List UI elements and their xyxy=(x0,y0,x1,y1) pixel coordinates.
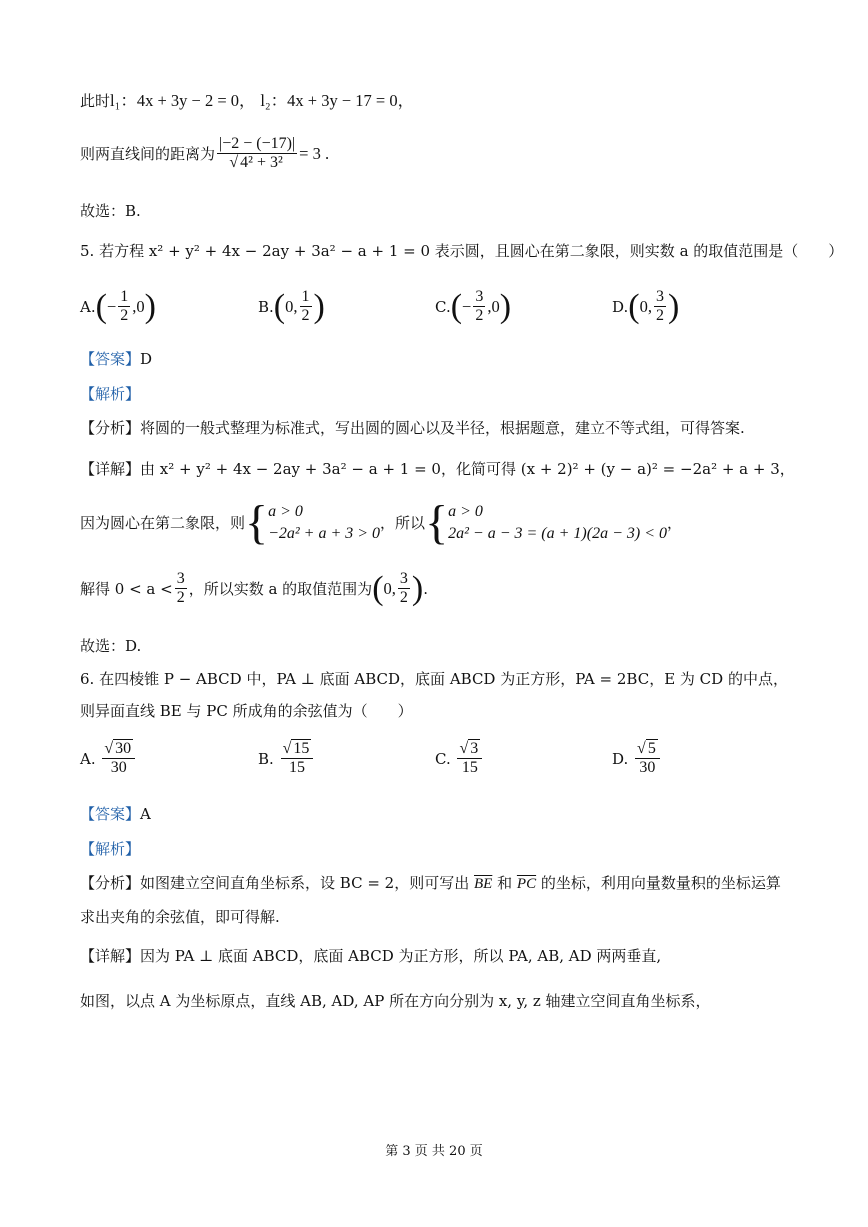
frac-den: 30 xyxy=(110,759,127,777)
eq-l1: l₁：4x + 3y − 2 = 0， xyxy=(110,91,256,110)
system-rows xyxy=(268,501,380,545)
q5-analysis xyxy=(80,383,140,405)
answer-value: A xyxy=(140,805,151,823)
frac xyxy=(102,740,135,777)
q5-stem: 5. 若方程 x² + y² + 4x − 2ay + 3a² − a + 1 = 0 表示圆，且圆心在第二象限，则实数 a 的取值范围是（ ） xyxy=(80,242,844,260)
opt-label: D. xyxy=(612,749,634,768)
q6-stem-2: 则异面直线 BE 与 PC 所成角的余弦值为（ ） xyxy=(80,702,413,720)
zero: 0 xyxy=(285,296,294,316)
q5-option-c[interactable] xyxy=(435,288,511,325)
frac-num: |−2 − (−17)| xyxy=(219,135,296,152)
sqrt-radicand: 15 xyxy=(293,740,310,758)
paren-right: ) xyxy=(667,287,680,325)
fenxi-tag: 【分析】 xyxy=(80,874,141,892)
frac-den: 2 xyxy=(176,589,185,606)
analysis-tag: 【解析】 xyxy=(80,385,141,403)
paren-right: ) xyxy=(411,569,424,607)
paren-right: ) xyxy=(144,287,156,325)
comma: , xyxy=(132,296,137,316)
sqrt-radicand: 5 xyxy=(647,740,656,758)
paren-left: ( xyxy=(450,287,463,325)
opt-label: B. xyxy=(258,297,274,316)
frac-num: 3 xyxy=(176,570,185,587)
paren-left: ( xyxy=(628,287,640,325)
zero: 0 xyxy=(639,296,648,316)
frac xyxy=(654,288,666,325)
q6-answer xyxy=(80,803,151,825)
line-l1-l2 xyxy=(80,90,414,112)
q6-analysis xyxy=(80,838,140,860)
fenxi-tag: 【分析】 xyxy=(80,419,141,437)
q5-option-b[interactable] xyxy=(258,288,325,325)
q6-fenxi-1 xyxy=(80,872,781,895)
opt-label: C. xyxy=(435,749,456,768)
comma: , xyxy=(391,578,396,598)
system-2 xyxy=(425,496,667,549)
q5-fenxi xyxy=(80,417,745,439)
q5-answer xyxy=(80,348,152,370)
frac-num: √ 5 xyxy=(635,740,660,759)
zero: 0 xyxy=(136,296,145,316)
text-dist-prefix: 则两直线间的距离为 xyxy=(80,144,216,163)
frac-num: √ 30 xyxy=(102,740,135,759)
frac-num: √ 3 xyxy=(457,740,482,759)
comma: , xyxy=(647,296,652,316)
paren-left: ( xyxy=(273,287,286,325)
xiangjie-tag: 【详解】 xyxy=(80,460,141,478)
frac-num: 1 xyxy=(120,288,129,305)
q6-option-a[interactable] xyxy=(80,740,137,777)
frac-distance xyxy=(217,135,297,172)
q5-solve xyxy=(80,570,428,607)
frac xyxy=(473,288,485,325)
row: a > 0 xyxy=(448,503,483,520)
vector-be: $\overline{BE}$ xyxy=(474,876,493,892)
frac-den: 2 xyxy=(399,589,408,606)
line-distance xyxy=(80,135,329,172)
minus: − xyxy=(462,296,472,316)
vector-pc: $\overline{PC}$ xyxy=(516,876,537,892)
paren-right: ) xyxy=(499,287,512,325)
solve-mid: ，所以实数 a 的取值范围为 xyxy=(188,579,373,598)
solve-prefix: 解得 0 < a < xyxy=(80,579,173,598)
xiangjie-text: 由 x² + y² + 4x − 2ay + 3a² − a + 1 = 0，化简可得 (x + 2)² + (y − a)² = −2a² + a + 3， xyxy=(140,460,795,478)
sqrt-radicand: 30 xyxy=(115,740,132,758)
frac-den: 15 xyxy=(461,759,478,777)
frac-num: 3 xyxy=(475,288,484,305)
q6-option-d[interactable] xyxy=(612,740,662,777)
row: a > 0 xyxy=(268,503,303,520)
answer-tag: 【答案】 xyxy=(80,350,141,368)
text-prefix: 此时 xyxy=(80,92,111,110)
frac-den: √ 4² + 3² xyxy=(229,154,283,172)
frac xyxy=(118,288,130,325)
sqrt-radicand: 4² + 3² xyxy=(240,154,283,172)
opt-label: A. xyxy=(80,297,96,316)
q6-fenxi-2: 求出夹角的余弦值，即可得解. xyxy=(80,908,280,926)
frac-den: 15 xyxy=(288,759,305,777)
paren-right: ) xyxy=(313,287,325,325)
q6-stem-1: 6. 在四棱锥 P − ABCD 中，PA ⊥ 底面 ABCD，底面 ABCD 为正方形，PA = 2BC，E 为 CD 的中点， xyxy=(80,670,788,688)
brace: { xyxy=(425,496,449,549)
frac-num: √ 15 xyxy=(281,740,314,759)
line-choose-b: 故选：B. xyxy=(80,202,141,220)
because-text: 因为圆心在第二象限，则 xyxy=(80,514,246,532)
paren-left: ( xyxy=(372,569,384,607)
opt-label: A. xyxy=(80,749,101,768)
frac xyxy=(457,740,482,777)
q6-xiangjie xyxy=(80,945,661,967)
fenxi-text: 将圆的一般式整理为标准式，写出圆的圆心以及半径，根据题意，建立不等式组，可得答案. xyxy=(140,419,745,437)
xiangjie-text: 因为 PA ⊥ 底面 ABCD，底面 ABCD 为正方形，所以 PA, AB, AD 两两垂直, xyxy=(140,947,662,965)
system-rows xyxy=(448,501,667,545)
frac-num: 1 xyxy=(301,288,310,305)
comma: ， xyxy=(667,514,683,532)
sqrt-radicand: 3 xyxy=(470,740,479,758)
comma: , xyxy=(487,296,492,316)
q5-systems xyxy=(80,497,682,549)
row: −2a² + a + 3 > 0 xyxy=(268,525,381,542)
answer-value: D xyxy=(140,350,153,368)
answer-tag: 【答案】 xyxy=(80,805,141,823)
minus: − xyxy=(106,296,117,316)
opt-label: C. xyxy=(435,297,451,316)
opt-label: D. xyxy=(612,297,629,316)
frac xyxy=(635,740,660,777)
paren-left: ( xyxy=(95,287,107,325)
analysis-tag: 【解析】 xyxy=(80,840,141,858)
dist-result: = 3 . xyxy=(299,143,330,163)
frac xyxy=(398,570,410,607)
frac-den: 2 xyxy=(301,307,310,324)
page-footer: 第 3 页 共 20 页 xyxy=(385,1144,483,1159)
q6-coordinate: 如图，以点 A 为坐标原点，直线 AB, AD, AP 所在方向分别为 x, y, z 轴建立空间直角坐标系， xyxy=(80,992,711,1010)
frac-den: 30 xyxy=(639,759,656,777)
q5-option-a[interactable] xyxy=(80,288,156,325)
row: 2a² − a − 3 = (a + 1)(2a − 3) < 0 xyxy=(448,525,667,542)
frac-den: 2 xyxy=(120,307,129,324)
frac-num: 3 xyxy=(655,288,664,305)
q6-option-c[interactable] xyxy=(435,740,484,777)
opt-label: B. xyxy=(258,749,279,768)
comma: , xyxy=(293,296,298,316)
frac xyxy=(175,570,187,607)
frac xyxy=(300,288,312,325)
frac-den: 2 xyxy=(475,307,484,324)
q6-option-b[interactable] xyxy=(258,740,315,777)
period: . xyxy=(423,579,428,598)
zero: 0 xyxy=(383,578,392,598)
q5-option-d[interactable] xyxy=(612,288,679,325)
frac xyxy=(281,740,314,777)
frac-num: 3 xyxy=(399,570,408,587)
q5-choose: 故选：D. xyxy=(80,637,142,655)
fenxi-text-2: 的坐标，利用向量数量积的坐标运算 xyxy=(540,874,781,892)
q5-xiangjie xyxy=(80,458,795,480)
xiangjie-tag: 【详解】 xyxy=(80,947,141,965)
brace: { xyxy=(245,496,269,549)
and-text: 和 xyxy=(497,874,513,892)
eq-l2: l₂：4x + 3y − 17 = 0， xyxy=(260,91,415,110)
frac-den: 2 xyxy=(655,307,664,324)
so-text: ，所以 xyxy=(380,514,426,532)
fenxi-text: 如图建立空间直角坐标系，设 BC = 2，则可写出 xyxy=(140,874,470,892)
zero: 0 xyxy=(491,296,500,316)
system-1 xyxy=(245,496,381,549)
